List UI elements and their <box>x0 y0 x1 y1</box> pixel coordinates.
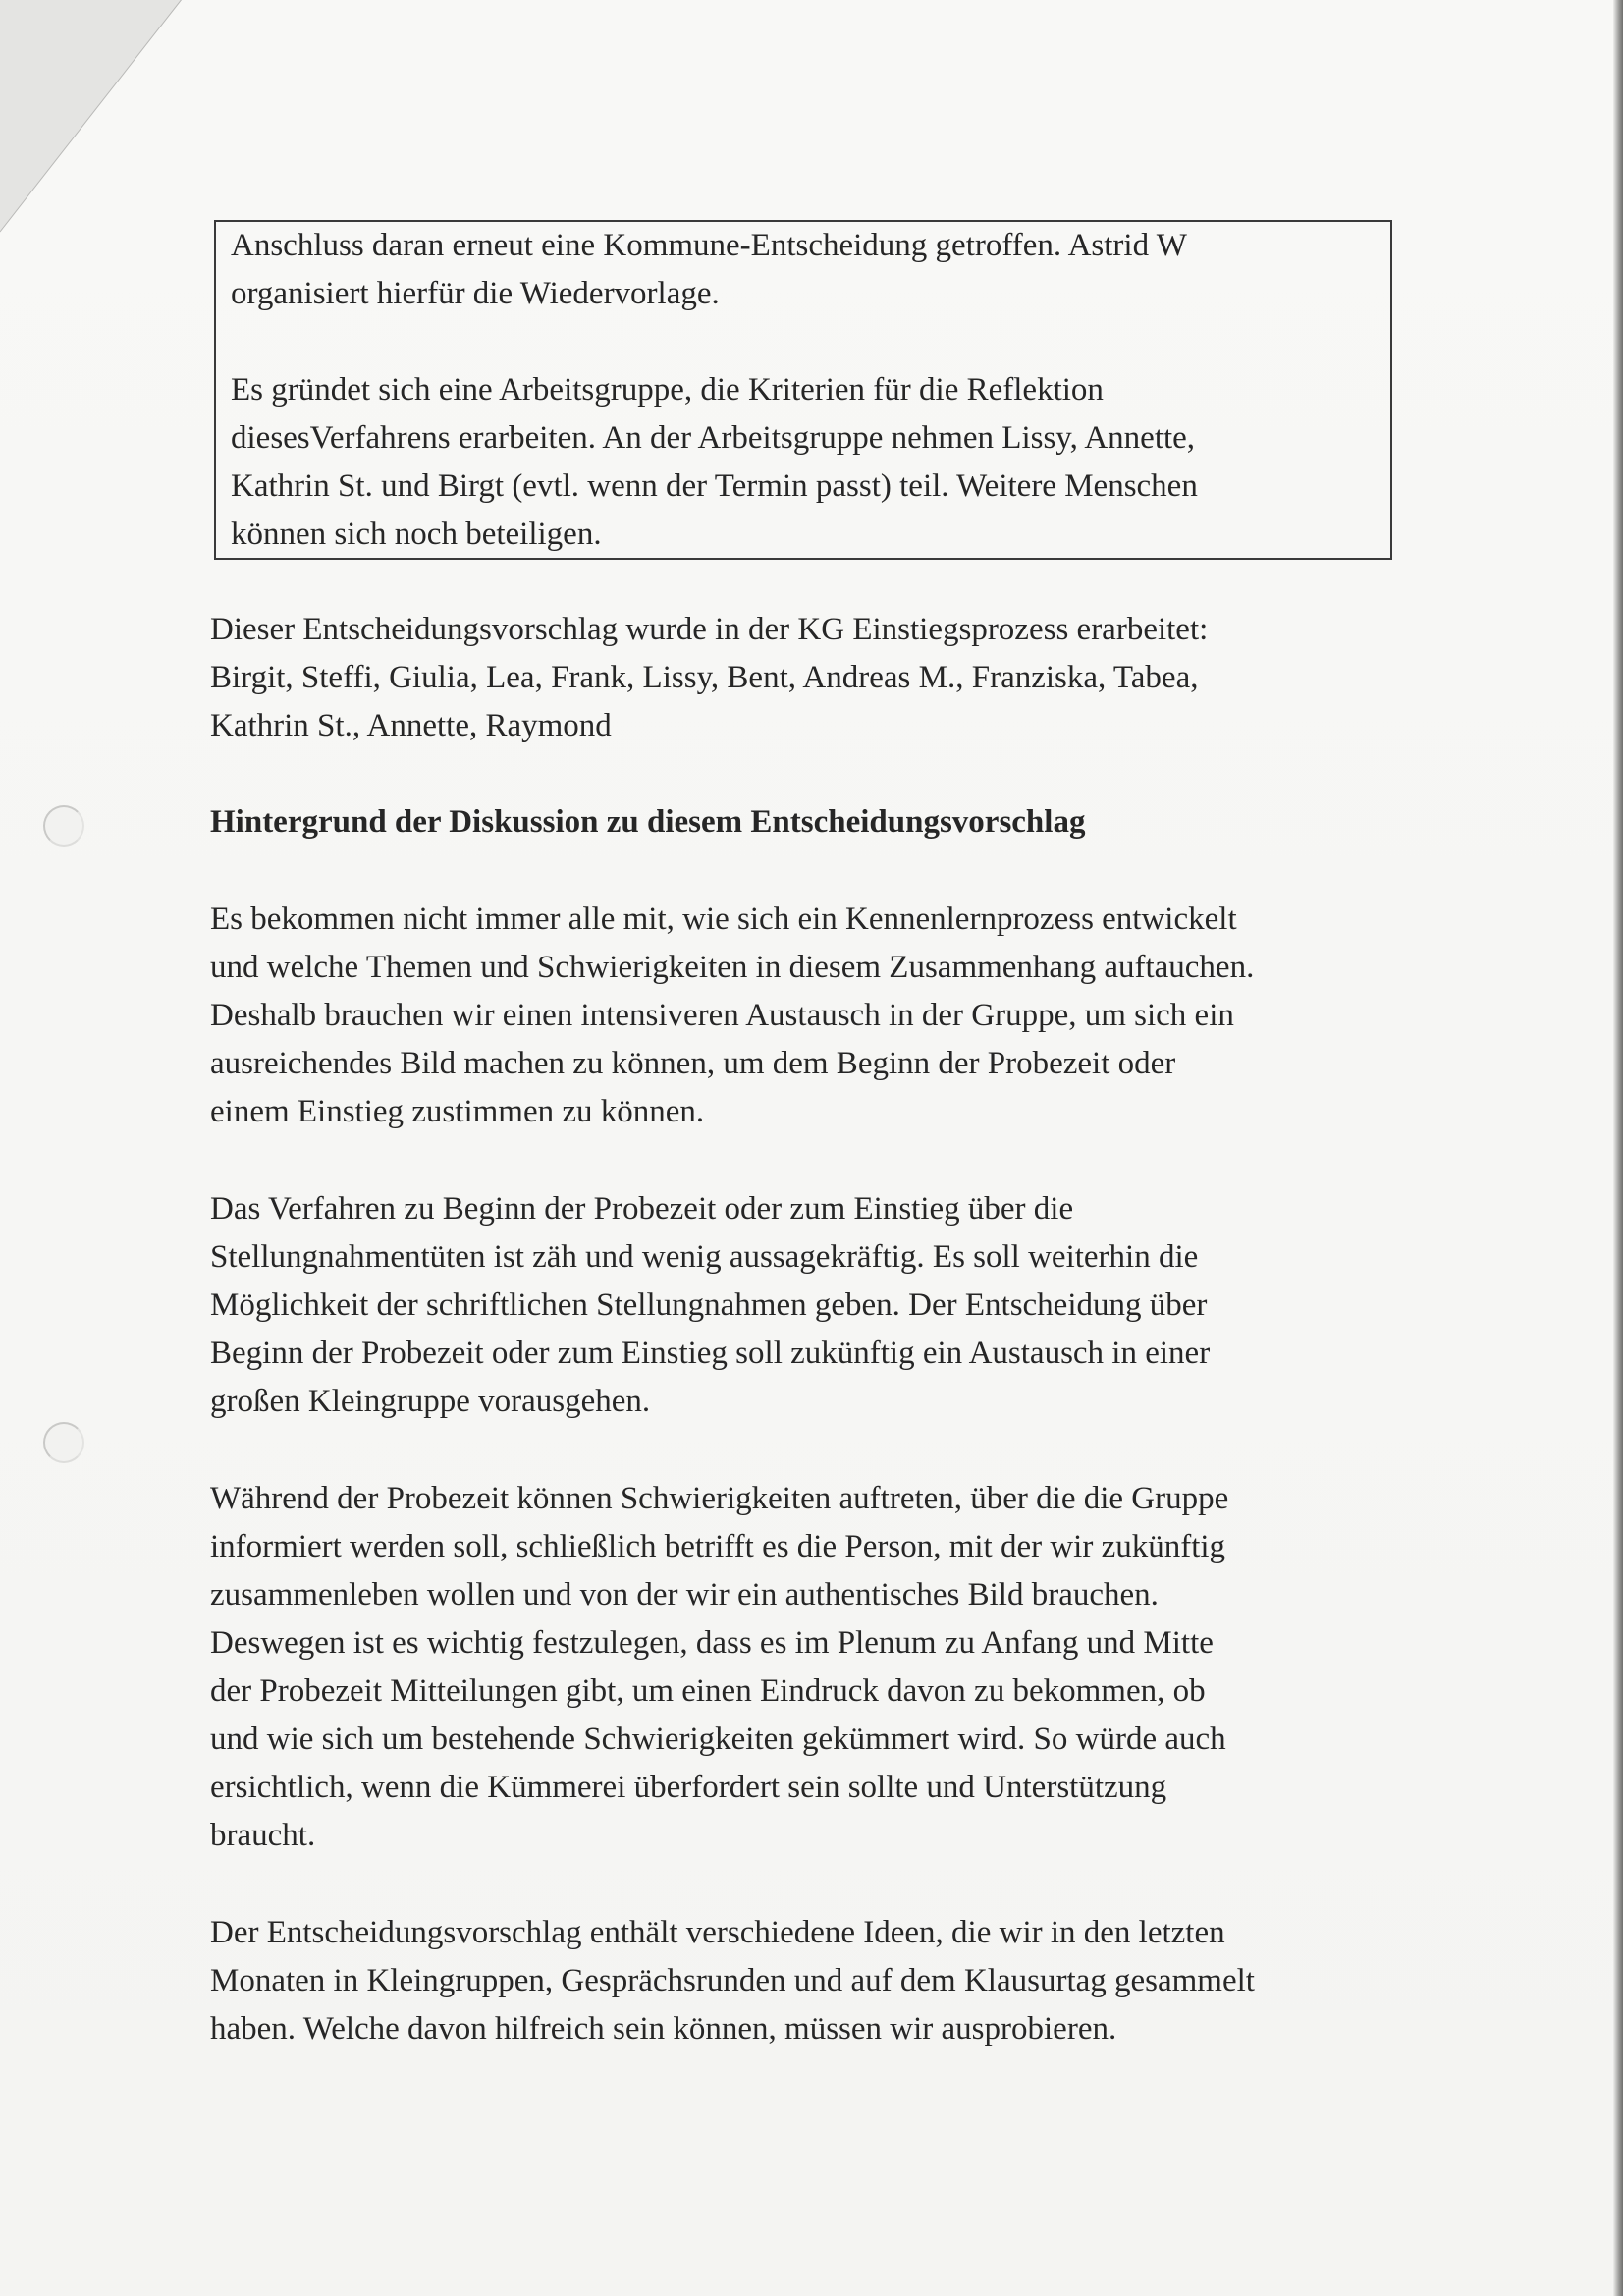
authors-paragraph <box>210 606 1418 750</box>
box-line: Kathrin St. und Birgt (evtl. wenn der Termin passt) teil. Weitere Menschen <box>231 468 1198 504</box>
paragraph-line: Beginn der Probezeit oder zum Einstieg soll zukünftig ein Austausch in einer <box>210 1336 1211 1371</box>
page-edge-shadow <box>1613 0 1623 2296</box>
paragraph-line: Das Verfahren zu Beginn der Probezeit oder zum Einstieg über die <box>210 1191 1074 1227</box>
paragraph-line: und wie sich um bestehende Schwierigkeiten gekümmert wird. So würde auch <box>210 1722 1226 1757</box>
paragraph-3 <box>210 1475 1418 1860</box>
paragraph-line: Deswegen ist es wichtig festzulegen, dass es im Plenum zu Anfang und Mitte <box>210 1625 1214 1661</box>
paragraph-line: und welche Themen und Schwierigkeiten in diesem Zusammenhang auftauchen. <box>210 950 1255 985</box>
box-line: Anschluss daran erneut eine Kommune-Entscheidung getroffen. Astrid W <box>231 228 1187 263</box>
section-heading-block <box>210 798 1418 847</box>
paragraph-line: haben. Welche davon hilfreich sein können, müssen wir ausprobieren. <box>210 2011 1117 2047</box>
paragraph-2 <box>210 1185 1418 1426</box>
framed-text-box <box>214 220 1392 560</box>
paragraph-line: Stellungnahmentüten ist zäh und wenig aussagekräftig. Es soll weiterhin die <box>210 1239 1199 1275</box>
authors-line: Birgit, Steffi, Giulia, Lea, Frank, Lissy, Bent, Andreas M., Franziska, Tabea, <box>210 660 1199 695</box>
paragraph-line: informiert werden soll, schließlich betrifft es die Person, mit der wir zukünftig <box>210 1529 1226 1564</box>
paragraph-line: zusammenleben wollen und von der wir ein authentisches Bild brauchen. <box>210 1577 1159 1613</box>
paragraph-line: Monaten in Kleingruppen, Gesprächsrunden und auf dem Klausurtag gesammelt <box>210 1963 1255 1998</box>
authors-line: Kathrin St., Annette, Raymond <box>210 708 612 743</box>
paragraph-line: Während der Probezeit können Schwierigkeiten auftreten, über die die Gruppe <box>210 1481 1229 1516</box>
paragraph-4 <box>210 1909 1418 2053</box>
paragraph-line: ausreichendes Bild machen zu können, um dem Beginn der Probezeit oder <box>210 1046 1176 1081</box>
box-line: diesesVerfahrens erarbeiten. An der Arbeitsgruppe nehmen Lissy, Annette, <box>231 420 1196 456</box>
section-heading: Hintergrund der Diskussion zu diesem Entscheidungsvorschlag <box>210 804 1086 840</box>
box-line: können sich noch beteiligen. <box>231 517 602 552</box>
paragraph-line: Möglichkeit der schriftlichen Stellungnahmen geben. Der Entscheidung über <box>210 1287 1208 1323</box>
authors-line: Dieser Entscheidungsvorschlag wurde in der KG Einstiegsprozess erarbeitet: <box>210 612 1209 647</box>
paragraph-line: einem Einstieg zustimmen zu können. <box>210 1094 705 1129</box>
paragraph-line: Deshalb brauchen wir einen intensiveren Austausch in der Gruppe, um sich ein <box>210 998 1234 1033</box>
punch-hole-bottom <box>43 1422 84 1463</box>
box-line: Es gründet sich eine Arbeitsgruppe, die Kriterien für die Reflektion <box>231 372 1104 408</box>
paragraph-line: großen Kleingruppe vorausgehen. <box>210 1384 651 1419</box>
box-paragraph-gap <box>231 318 1390 366</box>
paragraph-line: ersichtlich, wenn die Kümmerei überfordert sein sollte und Unterstützung <box>210 1770 1167 1805</box>
box-line: organisiert hierfür die Wiedervorlage. <box>231 276 720 311</box>
paragraph-line: Der Entscheidungsvorschlag enthält verschiedene Ideen, die wir in den letzten <box>210 1915 1225 1950</box>
paragraph-line: Es bekommen nicht immer alle mit, wie sich ein Kennenlernprozess entwickelt <box>210 902 1237 937</box>
paragraph-line: der Probezeit Mitteilungen gibt, um einen Eindruck davon zu bekommen, ob <box>210 1673 1206 1709</box>
punch-hole-top <box>43 805 84 847</box>
paragraph-1 <box>210 896 1418 1136</box>
paragraph-line: braucht. <box>210 1818 316 1853</box>
